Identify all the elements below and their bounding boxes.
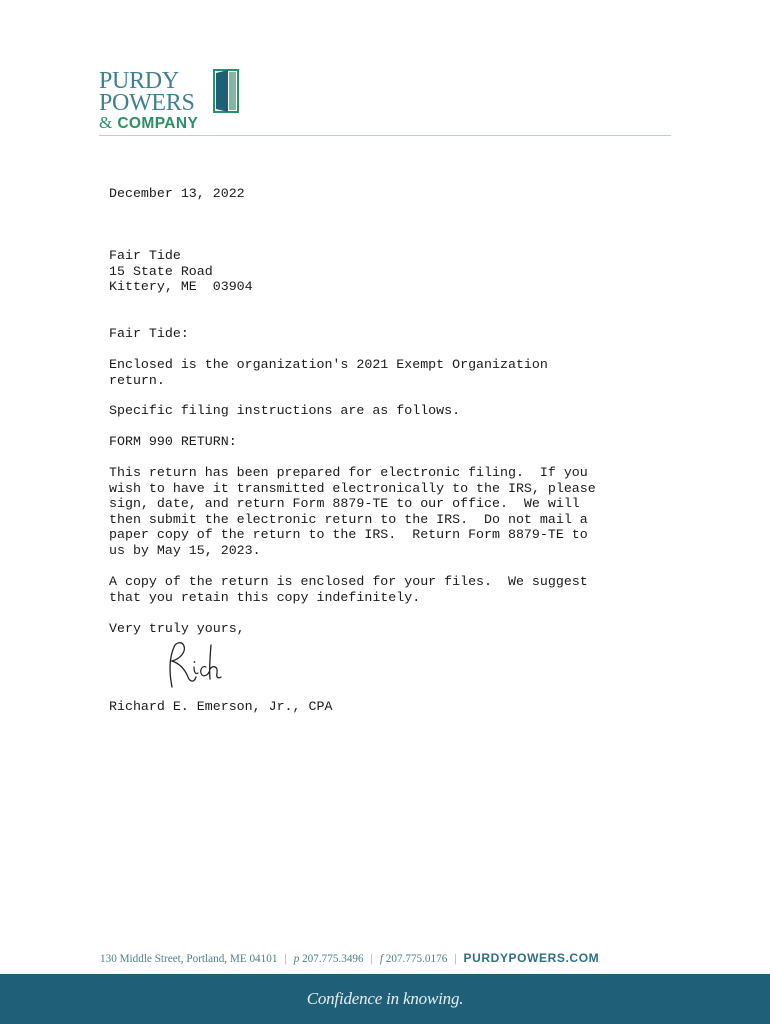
logo-text-powers: POWERS [99,90,195,116]
paragraph-line: sign, date, and return Form 8879-TE to our office. We will [109,496,580,512]
footer-address: 130 Middle Street, Portland, ME 04101 [100,953,278,965]
footer-website: PURDYPOWERS.COM [463,951,600,965]
paragraph-line: paper copy of the return to the IRS. Return Form 8879-TE to [109,527,588,543]
paragraph-line: A copy of the return is enclosed for your files. We suggest [109,574,588,589]
paragraph-line: return. [109,372,165,388]
footer-separator: | [454,953,457,965]
door-icon [213,69,239,113]
footer-phone: 207.775.3496 [302,953,364,965]
letter-date: December 13, 2022 [109,186,245,201]
paragraph-line: Enclosed is the organization's 2021 Exempt Organization [109,357,548,372]
footer-separator: | [284,953,287,965]
header-divider [99,135,671,136]
logo-company-word: COMPANY [117,115,199,132]
closing: Very truly yours, [109,621,245,636]
paragraph-line: that you retain this copy indefinitely. [109,589,421,605]
logo-text-purdy: PURDY [99,68,179,94]
paragraph-line: wish to have it transmitted electronically to the IRS, please [109,480,596,496]
salutation: Fair Tide: [109,326,189,341]
footer-fax: 207.775.0176 [385,953,448,965]
logo-text-company [99,114,198,133]
paragraph-line: us by May 15, 2023. [109,542,261,558]
paragraph-electronic-filing [109,465,596,559]
recipient-address [109,248,253,295]
paragraph-line: then submit the electronic return to the IRS. Do not mail a [109,511,588,527]
recipient-street: 15 State Road [109,263,213,279]
footer-separator: | [370,953,373,965]
signer-name: Richard E. Emerson, Jr., CPA [109,699,333,714]
handwritten-signature [158,637,222,691]
recipient-city: Kittery, ME 03904 [109,279,253,295]
fax-prefix: f [379,953,383,965]
recipient-name: Fair Tide [109,248,181,263]
footer-contact-line [100,950,675,966]
company-logo [99,68,249,134]
logo-ampersand: & [99,113,113,132]
section-heading: FORM 990 RETURN: [109,434,237,449]
phone-prefix: p [293,953,300,965]
footer-tagline: Confidence in knowing. [306,989,464,1008]
footer-band [0,974,770,1024]
paragraph-line: This return has been prepared for electronic filing. If you [109,465,588,480]
paragraph-enclosed [109,357,548,388]
paragraph-copy [109,574,588,605]
paragraph-instructions: Specific filing instructions are as follows. [109,403,461,418]
